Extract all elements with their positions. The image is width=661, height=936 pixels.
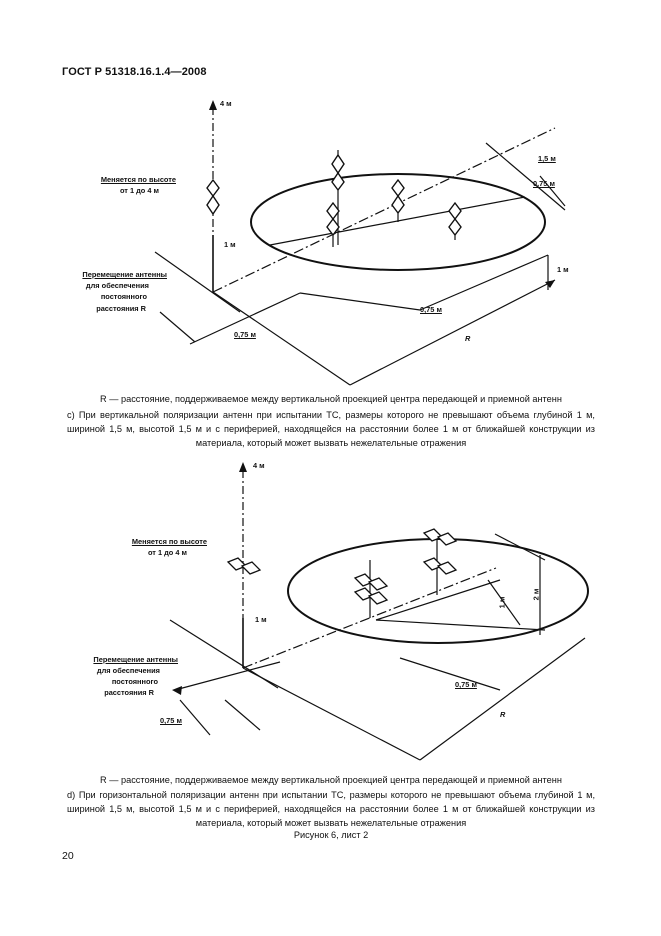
- dim-0-75m-bottom-c: 0,75 м: [234, 330, 256, 339]
- figure-d-diagram: [170, 470, 588, 760]
- move-axis-c: [155, 252, 240, 312]
- label-move-d: Перемещение антенны: [93, 655, 178, 664]
- label-4m-c: 4 м: [220, 99, 232, 108]
- dim-2m-d: 2 м: [531, 588, 541, 601]
- label-move-3-c: постоянного: [100, 292, 147, 301]
- caption-c: с) При вертикальной поляризации антенн при испытании ТС, размеры которого не превышают объема глубиной 1 м, шириной 1,5 м, высотой 1,5 м и с периферией, находящейся на расстоянии более 1 м от ближайшей конструкции из материала, который может вызвать нежелательные отражения: [67, 410, 595, 449]
- dim-R-d: R: [500, 710, 506, 719]
- dim-0-75m-bottom-d: 0,75 м: [160, 716, 182, 725]
- label-move-3-d: постоянного: [111, 677, 158, 686]
- label-move-4-c: расстояния R: [96, 304, 146, 313]
- label-1m-pole-c: 1 м: [224, 240, 236, 249]
- axis-to-table-c: [213, 128, 555, 292]
- caption-d: d) При горизонтальной поляризации антенн при испытании ТС, размеры которого не превышают объема глубиной 1 м, шириной 1,5 м, высотой 1,5 м и с периферией, находящейся на расстоянии более 1 м от ближайшей конструкции из материала, который может вызвать нежелательные отражения: [67, 790, 595, 829]
- page-number: 20: [62, 850, 74, 862]
- r-note-d: R — расстояние, поддерживаемое между вертикальной проекцией центра передающей и приемной антенн: [100, 775, 562, 785]
- dim-0-75m-top-c: 0,75 м: [533, 179, 555, 188]
- dim-1m-right-c: 1 м: [557, 265, 569, 274]
- dim-0-75m-mid-c: 0,75 м: [420, 305, 442, 314]
- label-move-c: Перемещение антенны: [82, 270, 167, 279]
- dim-1m-d: 1 м: [497, 596, 507, 609]
- figure-title: Рисунок 6, лист 2: [293, 830, 369, 840]
- label-move-2-c: для обеспечения: [85, 281, 149, 290]
- diamond-antenna-icon: [207, 180, 219, 196]
- dim-0-75m-mid-d: 0,75 м: [455, 680, 477, 689]
- r-note-c: R — расстояние, поддерживаемое между вертикальной проекцией центра передающей и приемной антенн: [100, 394, 562, 404]
- label-height-range-d: от 1 до 4 м: [147, 548, 187, 557]
- label-height-c: Меняется по высоте: [100, 175, 176, 184]
- label-height-d: Меняется по высоте: [131, 537, 207, 546]
- label-1m-pole-d: 1 м: [255, 615, 267, 624]
- label-move-2-d: для обеспечения: [96, 666, 160, 675]
- label-4m-d: 4 м: [253, 461, 265, 470]
- dim-1-5m-c: 1,5 м: [538, 154, 556, 163]
- label-move-4-d: расстояния R: [104, 688, 154, 697]
- label-height-range-c: от 1 до 4 м: [119, 186, 159, 195]
- document-header: ГОСТ Р 51318.16.1.4—2008: [62, 66, 207, 78]
- dim-R-c: R: [465, 334, 471, 343]
